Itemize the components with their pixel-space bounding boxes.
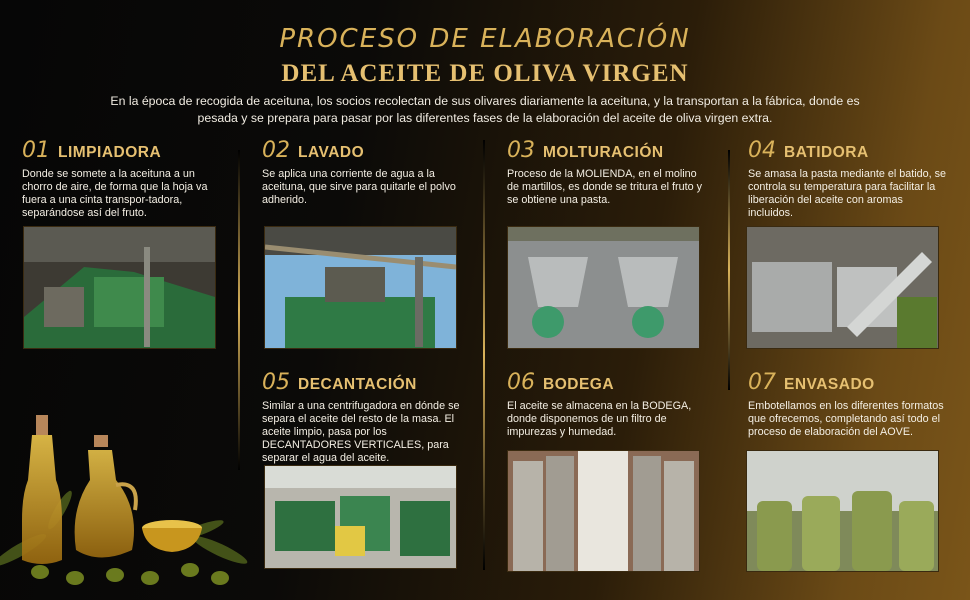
step-molturacion [507,138,707,207]
photo-decantacion [264,465,457,569]
step-number: 05 [262,370,290,395]
step-title: MOLTURACIÓN [543,144,664,161]
divider [728,150,730,390]
photo-lavado [264,226,457,349]
photo-envasado [746,450,939,572]
step-number: 07 [748,370,776,395]
step-decantacion [262,370,467,465]
step-description: Embotellamos en los diferentes formatos que ofrecemos, completando así todo el proceso de elaboración del AOVE. [748,400,944,438]
step-description: Se aplica una corriente de agua a la aceituna, que sirve para quitarle el polvo adherido. [262,168,456,206]
title-line-1: PROCESO DE ELABORACIÓN [279,24,691,54]
photo-limpiadora [23,226,216,349]
step-limpiadora [22,138,222,220]
step-title: LAVADO [298,144,365,161]
step-number: 06 [507,370,535,395]
step-description: Similar a una centrifugadora en dónde se separa el aceite del resto de la masa. El aceite limpio, pasa por los DECANTADORES VERTICALES, para separar el agua del aceite. [262,400,460,464]
step-description: Se amasa la pasta mediante el batido, se controla su temperatura para facilitar la liberación del aceite con aromas incluidos. [748,168,947,219]
step-title: BATIDORA [784,144,869,161]
photo-molturacion [507,226,700,349]
step-envasado [748,370,953,439]
photo-bodega [507,450,700,572]
step-title: DECANTACIÓN [298,376,417,393]
photo-batidora [746,226,939,349]
step-description: Proceso de la MOLIENDA, en el molino de martillos, es donde se tritura el fruto y se obtiene una pasta. [507,168,703,206]
step-number: 02 [262,138,290,163]
step-bodega [507,370,712,439]
step-number: 01 [22,138,50,163]
title-line-2: DEL ACEITE DE OLIVA VIRGEN [281,60,689,87]
step-number: 04 [748,138,776,163]
step-title: LIMPIADORA [58,144,162,161]
step-number: 03 [507,138,535,163]
step-description: El aceite se almacena en la BODEGA, donde disponemos de un filtro de impurezas y humedad. [507,400,692,438]
divider [483,140,485,570]
step-description: Donde se somete a la aceituna a un chorro de aire, de forma que la hoja va fuera a una cinta transpor-tadora, separándose así del fruto. [22,168,208,219]
olive-oil-illustration [0,400,250,600]
step-title: BODEGA [543,376,615,393]
step-lavado [262,138,462,207]
intro-text: En la época de recogida de aceituna, los socios recolectan de sus olivares diariamente la aceituna, y la transportan a la fábrica, donde es pesada y se prepara para pasar por las diferentes fases de la elaboración del aceite de oliva virgen extra. [110,94,860,125]
step-title: ENVASADO [784,376,875,393]
step-batidora [748,138,948,220]
